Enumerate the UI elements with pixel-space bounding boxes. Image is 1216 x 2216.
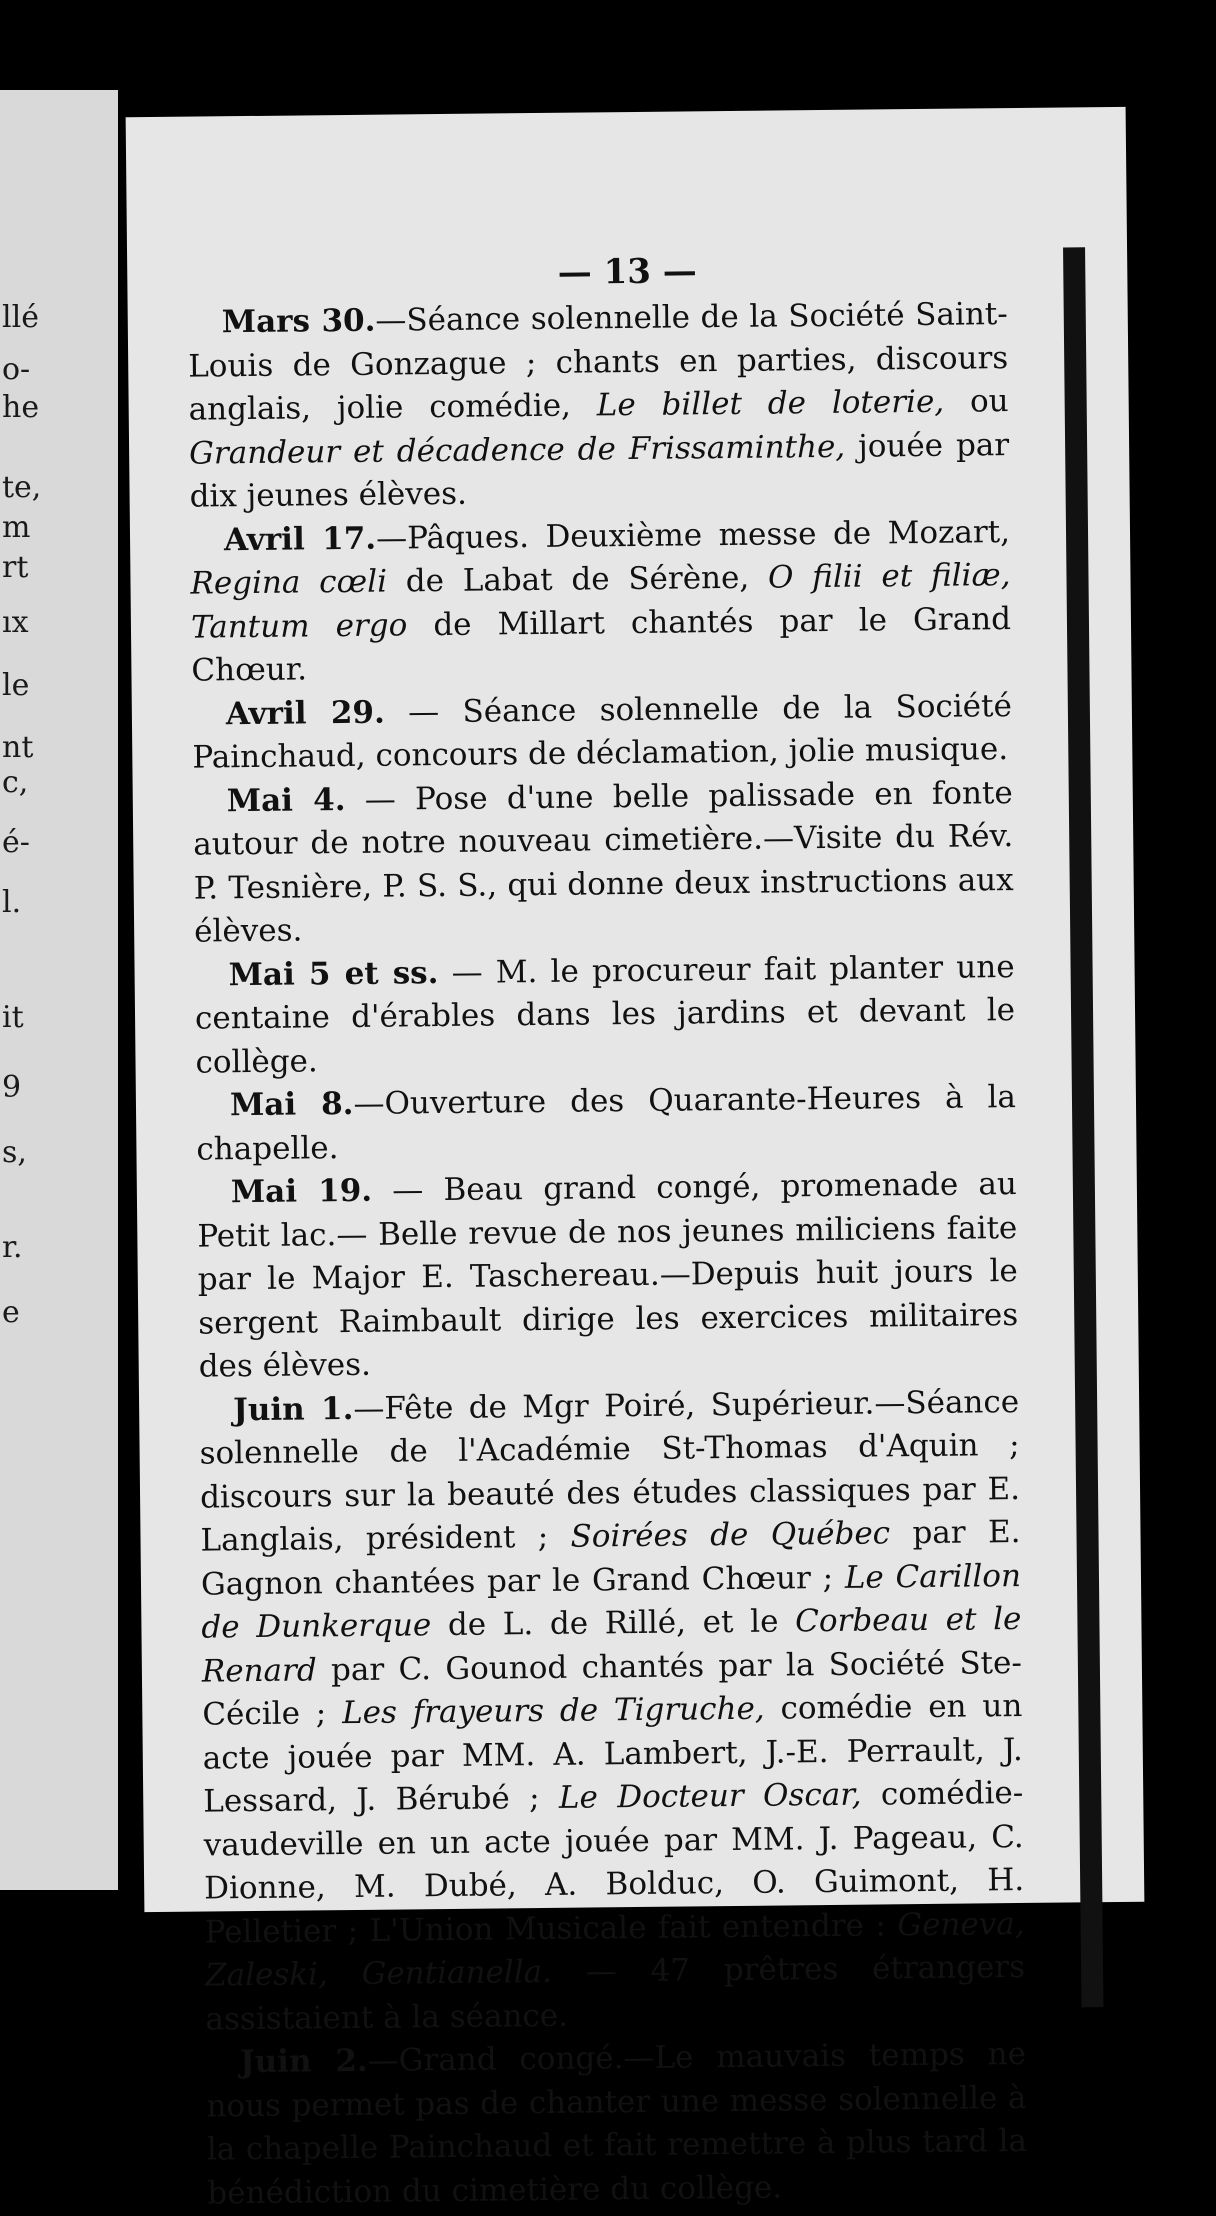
prev-page-fragment: c,: [2, 765, 29, 800]
prev-page-fragment: he: [2, 390, 40, 425]
entry-text: comédie en un acte jouée par MM. A. Lambert, J.-E. Perrault, J. Lessard, J. Bérubé ;: [202, 1687, 1023, 1820]
entry-italic-title: Soirées de Québec: [570, 1515, 891, 1555]
prev-page-fragment: ıx: [2, 605, 29, 640]
prev-page-fragment: m: [2, 510, 31, 545]
chronicle-entry: [190, 511, 1012, 694]
entry-italic-title: Le billet de loterie,: [596, 383, 945, 424]
entry-text: de Labat de Sérène,: [386, 559, 769, 600]
chronicle-entry: [199, 1381, 1026, 2042]
prev-page-fragment: 9: [2, 1070, 22, 1105]
entry-italic-title: Le Docteur Oscar,: [558, 1776, 862, 1816]
prev-page-fragment: te,: [2, 470, 42, 505]
chronicle-entry: [196, 1076, 1017, 1172]
prev-page-fragment: s,: [2, 1135, 27, 1170]
entry-italic-title: Le Carillon de Dunkerque: [201, 1557, 1022, 1646]
prev-page-fragment: nt: [2, 730, 34, 765]
entry-text: — Séance solennelle de la Société Painchaud, concours de déclamation, jolie musique.: [192, 687, 1013, 776]
entry-date: Avril 17.: [223, 520, 377, 558]
entry-italic-title: O filii et filiæ, Tantum ergo: [190, 557, 1011, 646]
prev-page-fragment: r.: [2, 1230, 23, 1265]
entry-date: Mai 5 et ss.: [228, 954, 439, 993]
prev-page-fragment: o-: [2, 352, 31, 387]
entry-text: — 47 prêtres étrangers assistaient à la séance.: [205, 1948, 1026, 2038]
prev-page-fragment: it: [2, 1000, 24, 1035]
entry-date: Mai 4.: [226, 781, 346, 819]
previous-page-edge: [0, 90, 118, 1890]
entry-italic-title: Grandeur et décadence de Frissaminthe,: [188, 428, 846, 472]
prev-page-fragment: l.: [2, 885, 22, 920]
entry-italic-title: Regina cœli: [190, 563, 388, 602]
chronicle-entry: [193, 772, 1015, 955]
prev-page-fragment: e: [2, 1295, 20, 1330]
entry-date: Juin 2.: [239, 2042, 368, 2081]
entry-text: de Millart chantés par le Grand Chœur.: [191, 600, 1012, 689]
prev-page-fragment: rt: [2, 550, 29, 585]
entry-italic-title: Les frayeurs de Tigruche,: [341, 1690, 765, 1732]
entry-text: —Fête de Mgr Poiré, Supérieur.—Séance solennelle de l'Académie St-Thomas d'Aquin ; discours sur la beauté des études classiques par E. Langlais, président ;: [199, 1383, 1021, 1559]
entry-date: Avril 29.: [225, 694, 385, 732]
entry-text: —Ouverture des Quarante-Heures à la chapelle.: [196, 1079, 1017, 1168]
entry-text: — Pose d'une belle palissade en fonte autour de notre nouveau cimetière.—Visite du Rév. P. Tesnière, P. S. S., qui donne deux instructions aux élèves.: [193, 774, 1014, 950]
entry-text: ou: [943, 383, 1009, 420]
entry-italic-title: Corbeau et le Renard: [201, 1600, 1022, 1690]
entry-text: comédie-vaudeville en un acte jouée par MM. J. Pageau, C. Dionne, M. Dubé, A. Bolduc, O. Guimont, H. Pelletier ; L'Union Musicale fait entendre :: [203, 1774, 1025, 1951]
chronicle-entry: [188, 293, 1010, 519]
entry-date: Mai 8.: [229, 1085, 354, 1124]
entry-italic-title: Geneva, Zaleski, Gentianella.: [204, 1905, 1025, 1994]
prev-page-fragment: é-: [2, 825, 30, 860]
entry-date: Mars 30.: [221, 302, 376, 341]
chronicle-entry: [194, 946, 1015, 1085]
entry-text: —Séance solennelle de la Société Saint-Louis de Gonzague ; chants en parties, discours anglais, jolie comédie,: [188, 296, 1009, 428]
entry-text: de L. de Rillé, et le: [431, 1603, 796, 1644]
page-number: — 13 —: [557, 251, 697, 293]
chronicle-entry: [192, 685, 1013, 781]
entry-text: par E. Gagnon chantées par le Grand Chœur ;: [200, 1513, 1021, 1603]
binding-shadow: [1063, 247, 1103, 2007]
entry-text: —Grand congé.—Le mauvais temps ne nous permet pas de chanter une messe solennelle à la chapelle Painchaud et fait remettre à plus tard la bénédiction du cimetière du collège.: [206, 2035, 1028, 2212]
entry-text: —Pâques. Deuxième messe de Mozart,: [375, 513, 1011, 557]
page-body: [188, 293, 1028, 2215]
entry-date: Mai 19.: [230, 1172, 373, 1211]
entry-text: — M. le procureur fait planter une centaine d'érables dans les jardins et devant le collège.: [194, 948, 1016, 1081]
entry-date: Juin 1.: [232, 1390, 354, 1428]
prev-page-fragment: le: [2, 668, 30, 703]
book-page: [126, 107, 1145, 2212]
prev-page-fragment: llé: [2, 300, 39, 335]
chronicle-entry: [206, 2033, 1028, 2216]
entry-text: par C. Gounod chantés par la Société Ste-Cécile ;: [202, 1644, 1023, 1733]
entry-text: — Beau grand congé, promenade au Petit lac.— Belle revue de nos jeunes miliciens faite par le Major E. Taschereau.—Depuis huit jours le sergent Raimbault dirige les exercices militaires des élèves.: [197, 1166, 1019, 1385]
chronicle-entry: [197, 1163, 1019, 1389]
entry-text: jouée par dix jeunes élèves.: [189, 426, 1010, 515]
